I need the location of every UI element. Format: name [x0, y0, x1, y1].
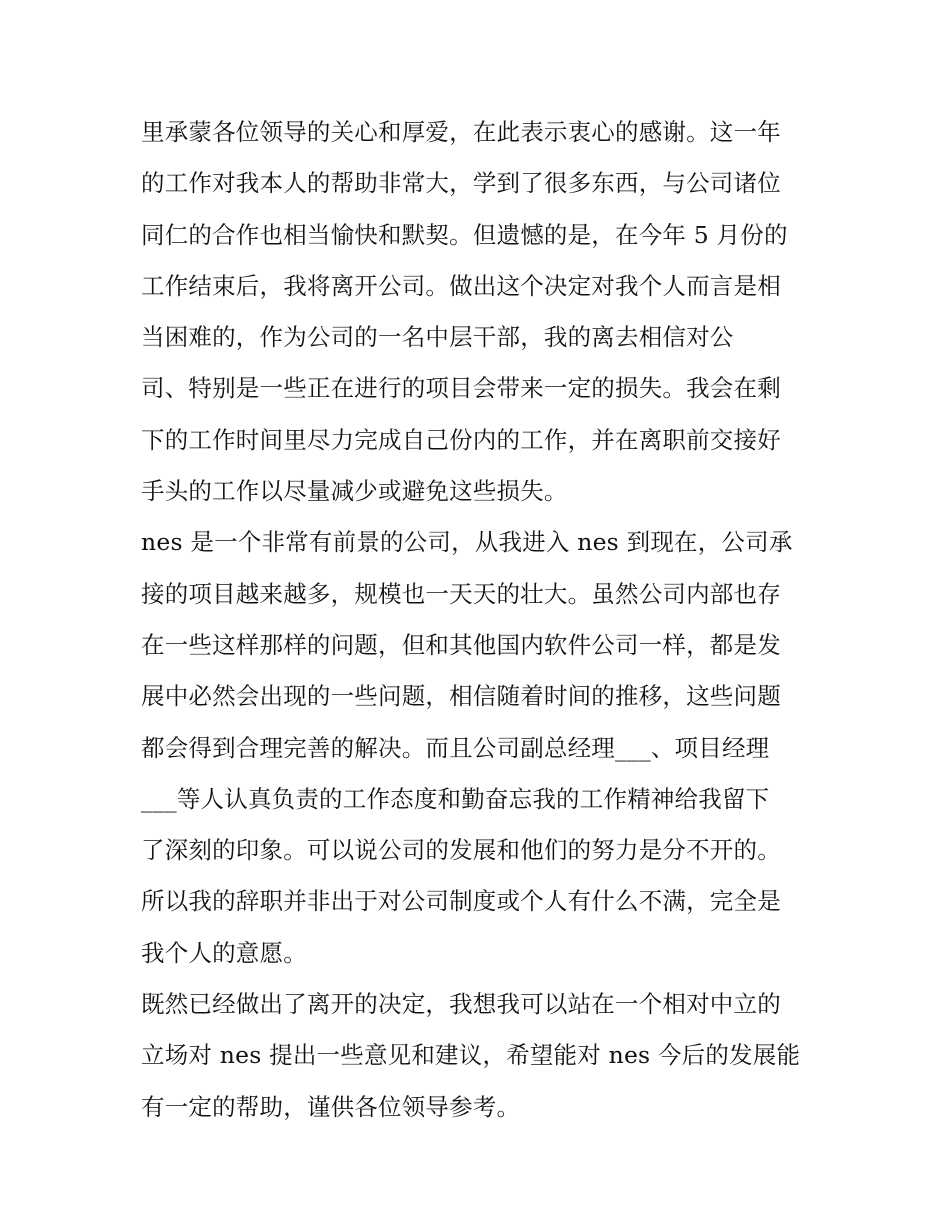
text-line: 的工作对我本人的帮助非常大，学到了很多东西，与公司诸位	[141, 169, 781, 198]
paragraph-2	[141, 517, 821, 979]
text-line: ___等人认真负责的工作态度和勤奋忘我的工作精神给我留下	[141, 784, 770, 813]
text-line: 所以我的辞职并非出于对公司制度或个人有什么不满，完全是	[141, 887, 781, 916]
text-line: 了深刻的印象。可以说公司的发展和他们的努力是分不开的。	[141, 836, 781, 865]
text-line: nes 是一个非常有前景的公司，从我进入 nes 到现在，公司承	[141, 528, 793, 557]
text-line: 接的项目越来越多，规模也一天天的壮大。虽然公司内部也存	[141, 579, 781, 608]
text-line: 司、特别是一些正在进行的项目会带来一定的损失。我会在剩	[141, 374, 781, 403]
text-line: 同仁的合作也相当愉快和默契。但遗憾的是，在今年 5 月份的	[141, 220, 788, 249]
text-line: 既然已经做出了离开的决定，我想我可以站在一个相对中立的	[141, 990, 781, 1019]
text-line: 里承蒙各位领导的关心和厚爱，在此表示衷心的感谢。这一年	[141, 118, 781, 146]
text-line: 手头的工作以尽量减少或避免这些损失。	[141, 477, 568, 506]
text-line: 我个人的意愿。	[141, 938, 307, 967]
text-line: 工作结束后，我将离开公司。做出这个决定对我个人而言是相	[141, 271, 781, 300]
document-body	[141, 107, 821, 1133]
text-line: 当困难的，作为公司的一名中层干部，我的离去相信对公	[141, 323, 734, 352]
paragraph-3	[141, 979, 821, 1133]
text-line: 有一定的帮助，谨供各位领导参考。	[141, 1092, 521, 1121]
text-line: 展中必然会出现的一些问题，相信随着时间的推移，这些问题	[141, 682, 781, 711]
text-line: 立场对 nes 提出一些意见和建议，希望能对 nes 今后的发展能	[141, 1041, 801, 1070]
text-line: 下的工作时间里尽力完成自己份内的工作，并在离职前交接好	[141, 425, 781, 454]
text-line: 在一些这样那样的问题，但和其他国内软件公司一样，都是发	[141, 630, 781, 659]
text-line: 都会得到合理完善的解决。而且公司副总经理___、项目经理	[141, 733, 770, 762]
paragraph-1	[141, 107, 821, 517]
